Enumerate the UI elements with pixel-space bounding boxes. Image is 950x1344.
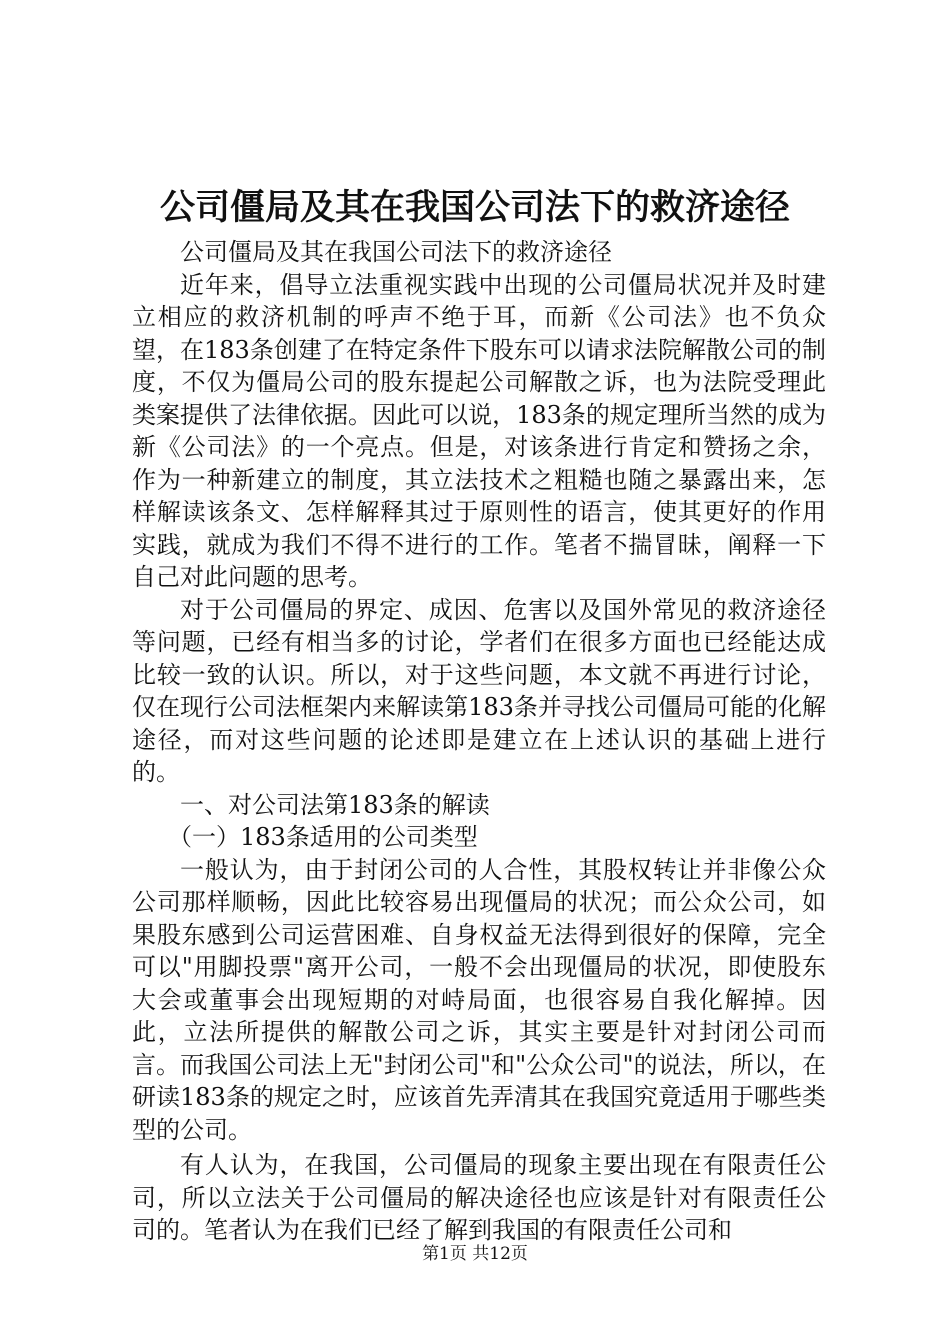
page-number-footer: 第1页 共12页 [422, 1244, 528, 1264]
paragraph: 一般认为，由于封闭公司的人合性，其股权转让并非像公众公司那样顺畅，因此比较容易出现僵局的状况；而公众公司，如果股东感到公司运营困难、自身权益无法得到很好的保障，完全可以"用脚投票"离开公司，一般不会出现僵局的状况，即使股东大会或董事会出现短期的对峙局面，也很容易自我化解掉。因此，立法所提供的解散公司之诉，其实主要是针对封闭公司而言。而我国公司法上无"封闭公司"和"公众公司"的说法，所以，在研读183条的规定之时，应该首先弄清其在我国究竟适用于哪些类型的公司。 [132, 855, 826, 1144]
subsection-heading: （一）183条适用的公司类型 [168, 823, 478, 851]
document-body [132, 236, 826, 1247]
document-title: 公司僵局及其在我国公司法下的救济途径 [159, 187, 790, 228]
paragraph: 有人认为，在我国，公司僵局的现象主要出现在有限责任公司，所以立法关于公司僵局的解决途径也应该是针对有限责任公司的。笔者认为在我们已经了解到我国的有限责任公司和 [132, 1151, 826, 1244]
section-heading: 一、对公司法第183条的解读 [180, 790, 490, 819]
paragraph: 对于公司僵局的界定、成因、危害以及国外常见的救济途径等问题，已经有相当多的讨论，学者们在很多方面也已经能达成比较一致的认识。所以，对于这些问题，本文就不再进行讨论，仅在现行公司法框架内来解读第183条并寻找公司僵局可能的化解途径，而对这些问题的论述即是建立在上述认识的基础上进行的。 [132, 595, 826, 786]
subtitle-paragraph: 公司僵局及其在我国公司法下的救济途径 [180, 238, 612, 266]
paragraph: 近年来，倡导立法重视实践中出现的公司僵局状况并及时建立相应的救济机制的呼声不绝于耳，而新《公司法》也不负众望，在183条创建了在特定条件下股东可以请求法院解散公司的制度，不仅为僵局公司的股东提起公司解散之诉，也为法院受理此类案提供了法律依据。因此可以说，183条的规定理所当然的成为新《公司法》的一个亮点。但是，对该条进行肯定和赞扬之余，作为一种新建立的制度，其立法技术之粗糙也随之暴露出来，怎样解读该条文、怎样解释其过于原则性的语言，使其更好的作用实践，就成为我们不得不进行的工作。笔者不揣冒昧，阐释一下自己对此问题的思考。 [132, 270, 826, 591]
